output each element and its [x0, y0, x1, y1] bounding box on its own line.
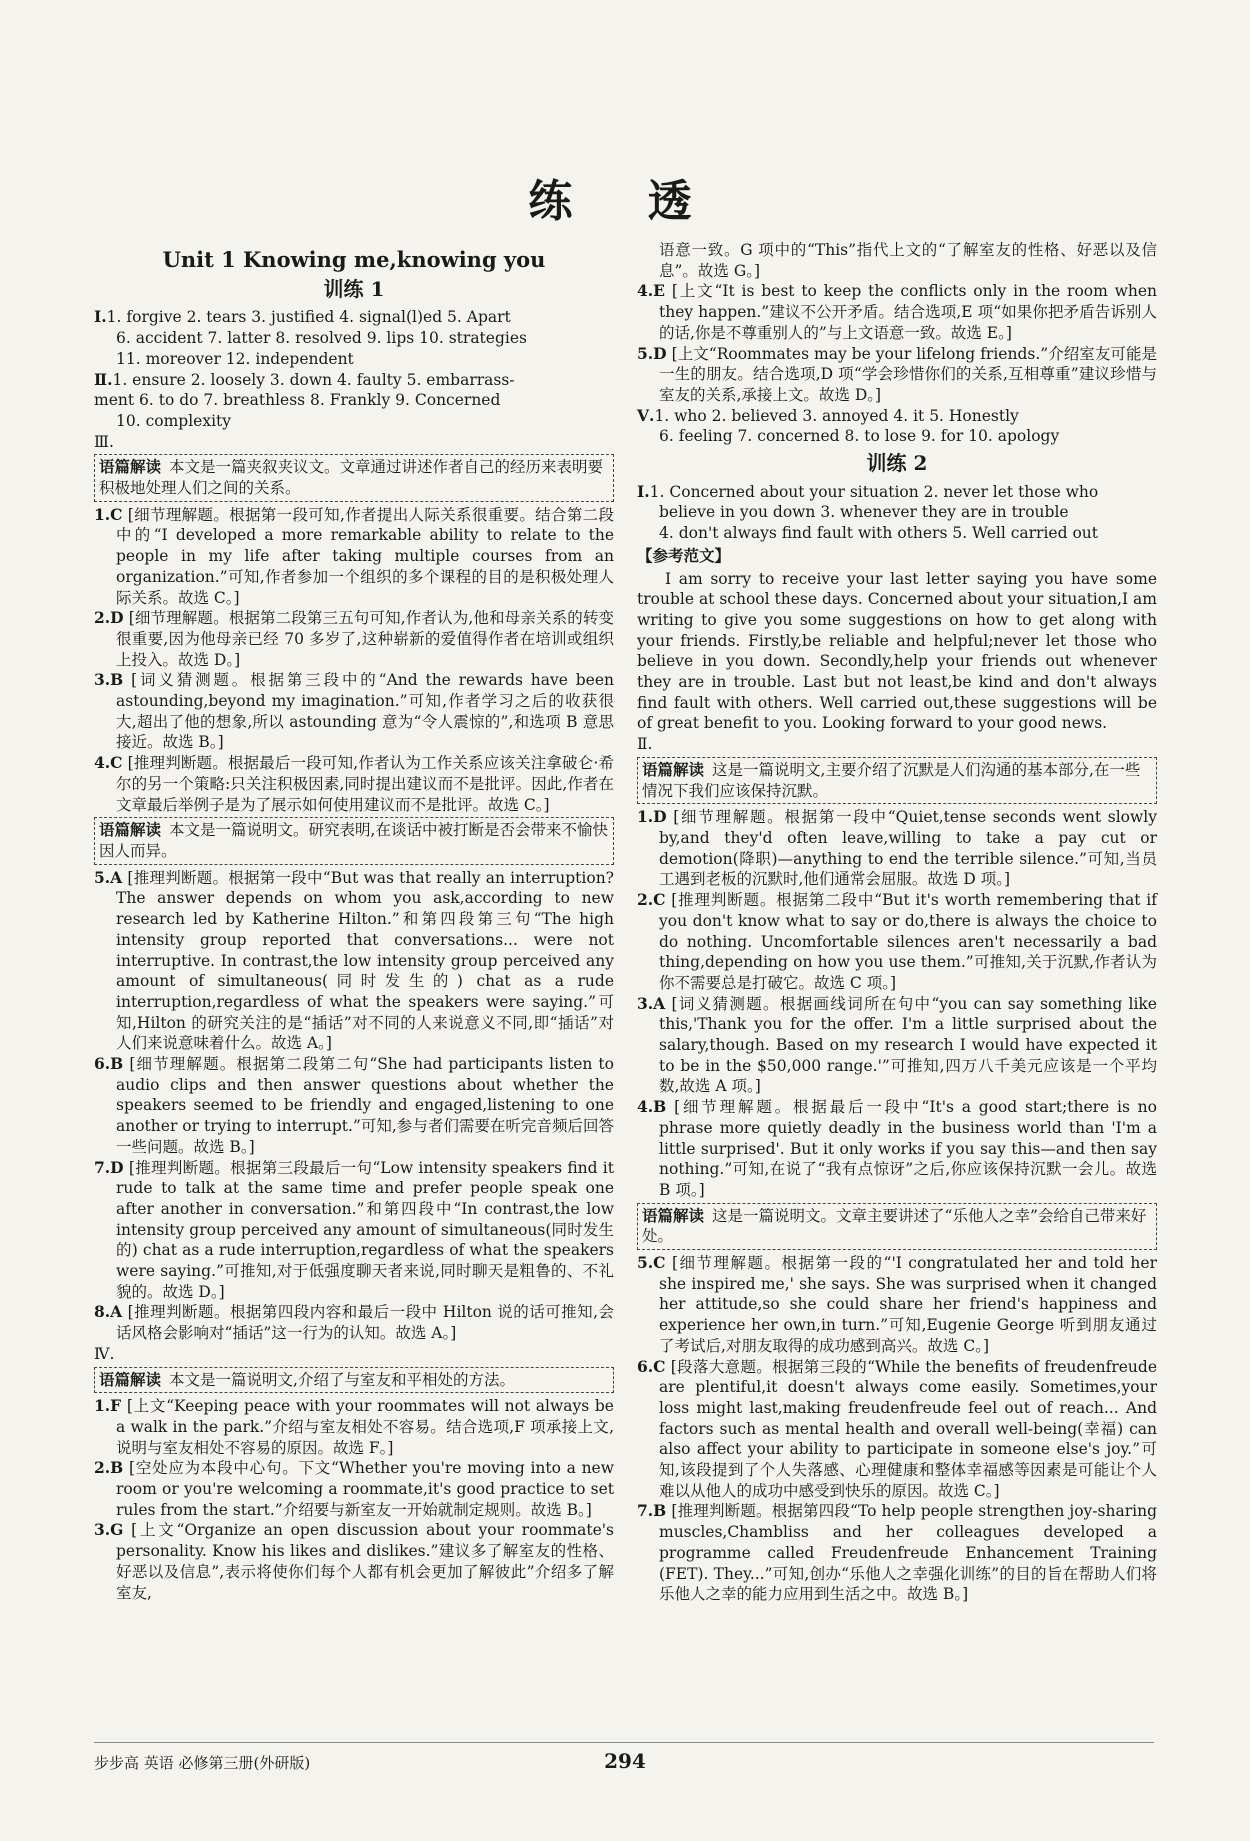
answer-line: 1. Concerned about your situation 2. never let those who [649, 482, 1099, 501]
answer-line: believe in you down 3. whenever they are in trouble [659, 503, 1069, 522]
right-column [637, 240, 1157, 1605]
answer-number: 5.D [637, 343, 667, 363]
reading-tag: 语篇解读 [99, 820, 162, 840]
answer-item [637, 344, 1157, 406]
answer-item [637, 1253, 1157, 1357]
roman-label: Ⅰ. [94, 307, 107, 327]
answer-number: 7.D [94, 1157, 124, 1177]
answer-line: 10. complexity [116, 411, 232, 430]
answer-item [94, 1458, 614, 1520]
answer-line: 1. forgive 2. tears 3. justified 4. signal(l)ed 5. Apart [106, 308, 511, 327]
answer-number: 4.E [637, 281, 665, 301]
reference-essay: I am sorry to receive your last letter saying you have some trouble at school these days. Concerned about your situation,I am writing to give you some suggestions on how to get along with your friends. Firstly,be reliable and helpful;never let those who believe in you down. Secondly,help your friends out whenever they are in trouble. Last but not least,be kind and don't always find fault with others. Well carried out,these suggestions will be of great benefit to you. Looking forward to your good news. [637, 569, 1157, 733]
answer-item [94, 608, 614, 670]
answer-item [94, 1520, 614, 1603]
footer-book-title: 步步高 英语 必修第三册(外研版) [94, 1754, 311, 1772]
reading-tag: 语篇解读 [99, 1369, 162, 1389]
answer-number: 6.B [94, 1054, 124, 1074]
answer-explanation: [上文“Organize an open discussion about your roommate's personality. Know his likes and dislikes.”建议多了解室友的性格、好恶以及信息”,表示将使你们每个人都有机会更加了解彼此”介绍多了解室友, [116, 1521, 614, 1602]
answer-item [94, 1158, 614, 1303]
roman-label: Ⅱ. [637, 735, 653, 754]
reading-text: 本文是一篇说明文,介绍了与室友和平相处的方法。 [169, 1370, 515, 1389]
page-number: 294 [604, 1749, 646, 1773]
answer-number: 1.F [94, 1396, 122, 1416]
answer-number: 2.B [94, 1458, 124, 1478]
answer-number: 2.C [637, 890, 666, 910]
unit-title: Unit 1 Knowing me,knowing you [162, 247, 546, 272]
answer-line: 1. ensure 2. loosely 3. down 4. faulty 5. embarrass- [112, 370, 515, 389]
answer-explanation: [推理判断题。根据第四段内容和最后一段中 Hilton 说的话可推知,会话风格会影响对“插话”这一行为的认知。故选 A。] [116, 1303, 614, 1343]
answer-explanation: [上文“It is best to keep the conflicts only in the room when they happen.”建议不公开矛盾。结合选项,E 项“如果你把矛盾告诉别人的话,你是不尊重别人的”与上文语意一致。故选 E。] [659, 282, 1158, 342]
page-title: 练 透 [528, 176, 722, 227]
roman-label: Ⅱ. [94, 369, 113, 389]
roman-label: Ⅴ. [637, 405, 655, 425]
answer-explanation: [段落大意题。根据第三段的“While the benefits of freudenfreude are plentiful,it doesn't always come easily. Sometimes,your loss might last,making freudenfreude feel out of reach... And factors such as mental health and overall well-being(幸福) can also affect your ability to participate in someone else's joy.”可知,该段提到了个人失落感、心理健康和整体幸福感等因素是可能让个人难以从他人的成功中感受到快乐的原因。故选 C。] [659, 1357, 1157, 1500]
continued-text: 语意一致。G 项中的“This”指代上文的“了解室友的性格、好恶以及信息”。故选 G。] [659, 241, 1157, 280]
answer-line: 11. moreover 12. independent [116, 349, 354, 368]
answers-e [637, 807, 1157, 1200]
answer-number: 7.B [637, 1501, 667, 1521]
answer-item [637, 1357, 1157, 1502]
footer-rule [94, 1742, 1154, 1743]
answer-line: 6. feeling 7. concerned 8. to lose 9. for 10. apology [659, 427, 1060, 446]
left-column [94, 238, 614, 1603]
answer-item [94, 505, 614, 609]
answer-item [94, 1054, 614, 1158]
roman-label: Ⅰ. [637, 481, 650, 501]
answer-number: 3.G [94, 1520, 124, 1540]
answer-number: 4.B [637, 1097, 667, 1117]
roman-label: Ⅳ. [94, 1344, 115, 1363]
reading-tag: 语篇解读 [99, 457, 162, 477]
answer-item [94, 670, 614, 753]
answers-a [94, 505, 614, 816]
answer-explanation: [细节理解题。根据第二段第三五句可知,作者认为,他和母亲关系的转变很重要,因为他母亲已经 70 多岁了,这种崭新的爱值得作者在培训或组织上投入。故选 D。] [116, 609, 615, 669]
reading-note [94, 817, 614, 864]
answer-explanation: [细节理解题。根据第二段第二句“She had participants listen to audio clips and then answer questions about whether the speakers seemed to be friendly and engaged,listening to one another or trying to interrupt.”可知,参与者们需要在听完音频后回答一些问题。故选 B。] [116, 1055, 614, 1156]
answer-number: 6.C [637, 1356, 666, 1376]
answer-number: 2.D [94, 608, 124, 628]
reading-text: 本文是一篇夹叙夹议文。文章通过讲述作者自己的经历来表明要积极地处理人们之间的关系。 [99, 458, 604, 498]
answer-explanation: [词义猜测题。根据第三段中的“And the rewards have been astounding,beyond my imagination.”可知,作者学习之后的收获很大,超出了他的想象,所以 astounding 意为“令人震惊的”,和选项 B 意思接近。故选 B。] [116, 671, 614, 752]
answer-explanation: [词义猜测题。根据画线词所在句中“you can say something like this,'Thank you for the offer. I'm a little surprised about the salary,though. Based on my research I would have expected it to be in the $50,000 range.'”可推知,四万八千美元应该是一个平均数,故选 A 项。] [659, 994, 1157, 1096]
answer-item [637, 890, 1157, 994]
answer-explanation: [推理判断题。根据第三段最后一句“Low intensity speakers find it rude to talk at the same time and prefer people speak one after another in conversation.”和第四段中“In contrast,the low intensity group perceived any amount of simultaneous(同时发生的) chat as a rude interruption,regardless of what the speakers were saying.”可推知,对于低强度聊天者来说,同时聊天是粗鲁的、不礼貌的。故选 D。] [116, 1158, 614, 1301]
reference-title: 【参考范文】 [637, 545, 731, 565]
reading-text: 这是一篇说明文,主要介绍了沉默是人们沟通的基本部分,在一些情况下我们应该保持沉默。 [642, 760, 1141, 800]
reading-note [94, 454, 614, 501]
answers-c [94, 1396, 614, 1603]
reading-text: 这是一篇说明文。文章主要讲述了“乐他人之幸”会给自己带来好处。 [642, 1206, 1147, 1246]
answer-number: 4.C [94, 753, 123, 773]
reading-note [637, 757, 1157, 804]
answer-explanation: [上文“Roommates may be your lifelong friends.”介绍室友可能是一生的朋友。结合选项,D 项“学会珍惜你们的关系,互相尊重”建议珍惜与室友的关系,承接上文。故选 D。] [659, 344, 1157, 404]
answer-explanation: [上文“Keeping peace with your roommates will not always be a walk in the park.”介绍与室友相处不容易。结合选项,F 项承接上文,说明与室友相处不容易的原因。故选 F。] [116, 1397, 614, 1457]
answer-explanation: [推理判断题。根据第一段中“But was that really an interruption? The answer depends on whom you ask,according to new research led by Katherine Hilton.”和第四段第三句“The high intensity group reported that conversations... were not interruptive. In contrast,the low intensity group perceived any amount of simultaneous(同时发生的) chat as a rude interruption,regardless of what the speakers were saying.”可知,Hilton 的研究关注的是“插话”对不同的人来说意义不同,即“插话”对人们来说意味着什么。故选 A。] [116, 868, 614, 1053]
answer-number: 1.C [94, 504, 123, 524]
answer-item [94, 1396, 614, 1458]
exercise-i-2 [637, 482, 1157, 544]
answer-number: 1.D [637, 807, 667, 827]
section-title-2: 训练 2 [866, 451, 928, 476]
reading-tag: 语篇解读 [642, 1205, 705, 1225]
reading-text: 本文是一篇说明文。研究表明,在谈话中被打断是否会带来不愉快因人而异。 [99, 821, 608, 860]
answer-explanation: [细节理解题。根据第一段的“'I congratulated her and told her she inspired me,' she says. She was surprised when it changed her attitude,so she could share her friend's happiness and experience her own,in turn.”可知,Eugenie George 听到朋友通过了考试后,对朋友取得的成功感到高兴。故选 C。] [659, 1254, 1157, 1355]
answer-explanation: [空处应为本段中心句。下文“Whether you're moving into a new room or you're welcoming a roommate,it's good practice to set rules from the start.”介绍要与新室友一开始就制定规则。故选 B。] [116, 1459, 614, 1519]
exercise-i [94, 307, 614, 369]
answer-line: 1. who 2. believed 3. annoyed 4. it 5. Honestly [654, 406, 1019, 425]
answer-item [637, 1501, 1157, 1605]
answer-number: 8.A [94, 1302, 123, 1322]
section-title-1: 训练 1 [323, 276, 385, 301]
answers-d [637, 281, 1157, 405]
answers-f [637, 1253, 1157, 1605]
answer-item [94, 868, 614, 1054]
answer-line: 6. accident 7. latter 8. resolved 9. lips 10. strategies [116, 329, 527, 348]
answer-item [637, 281, 1157, 343]
answers-b [94, 868, 614, 1344]
answer-item [94, 1302, 614, 1343]
answer-item [637, 994, 1157, 1098]
exercise-v [637, 406, 1157, 447]
answer-number: 5.C [637, 1253, 666, 1273]
answer-number: 5.A [94, 867, 123, 887]
answer-line: ment 6. to do 7. breathless 8. Frankly 9. Concerned [94, 391, 501, 410]
answer-explanation: [推理判断题。根据最后一段可知,作者认为工作关系应该关注拿破仑·希尔的另一个策略:只关注积极因素,同时提出建议而不是批评。因此,作者在文章最后举例子是为了展示如何使用建议而不是批评。故选 C。] [116, 754, 614, 814]
answer-line: 4. don't always find fault with others 5. Well carried out [659, 524, 1098, 543]
answer-item [637, 807, 1157, 890]
answer-number: 3.A [637, 993, 666, 1013]
answer-explanation: [推理判断题。根据第四段“To help people strengthen joy-sharing muscles,Chambliss and her colleagues developed a programme called Freudenfreude Enhancement Training (FET). They...”可知,创办“乐他人之幸强化训练”的目的旨在帮助人们将乐他人之幸的能力应用到生活之中。故选 B。] [659, 1502, 1157, 1604]
answer-explanation: [细节理解题。根据最后一段中“It's a good start;there is no phrase more quietly deadly in the business world than 'I'm a little surprised'. But it only works if you say this—and then say nothing.”可知,在说了“我有点惊讶”之后,你应该保持沉默一会儿。故选 B 项。] [659, 1098, 1157, 1199]
answer-item [94, 753, 614, 815]
roman-label: Ⅲ. [94, 432, 114, 451]
answer-explanation: [细节理解题。根据第一段中“Quiet,tense seconds went slowly by,and they'd often leave,willing to take a pay cut or demotion(降职)—anything to end the terrible silence.”可知,当员工遇到老板的沉默时,他们通常会屈服。故选 D 项。] [659, 808, 1157, 889]
answer-explanation: [细节理解题。根据第一段可知,作者提出人际关系很重要。结合第二段中的“I developed a more remarkable ability to relate to the people in my life after taking multiple courses from an organization.”可知,作者参加一个组织的多个课程的目的是积极处理人际关系。故选 C。] [116, 505, 614, 607]
answer-explanation: [推理判断题。根据第二段中“But it's worth remembering that if you don't know what to say or do,there is always the choice to do nothing. Uncomfortable silences aren't necessarily a bad thing,depending on how you use them.”可推知,关于沉默,作者认为你不需要总是打破它。故选 C 项。] [659, 891, 1157, 992]
reading-tag: 语篇解读 [642, 759, 705, 779]
reading-note [637, 1203, 1157, 1250]
reading-note [94, 1367, 614, 1394]
answer-number: 3.B [94, 670, 124, 690]
exercise-ii [94, 370, 614, 432]
answer-item [637, 1097, 1157, 1201]
